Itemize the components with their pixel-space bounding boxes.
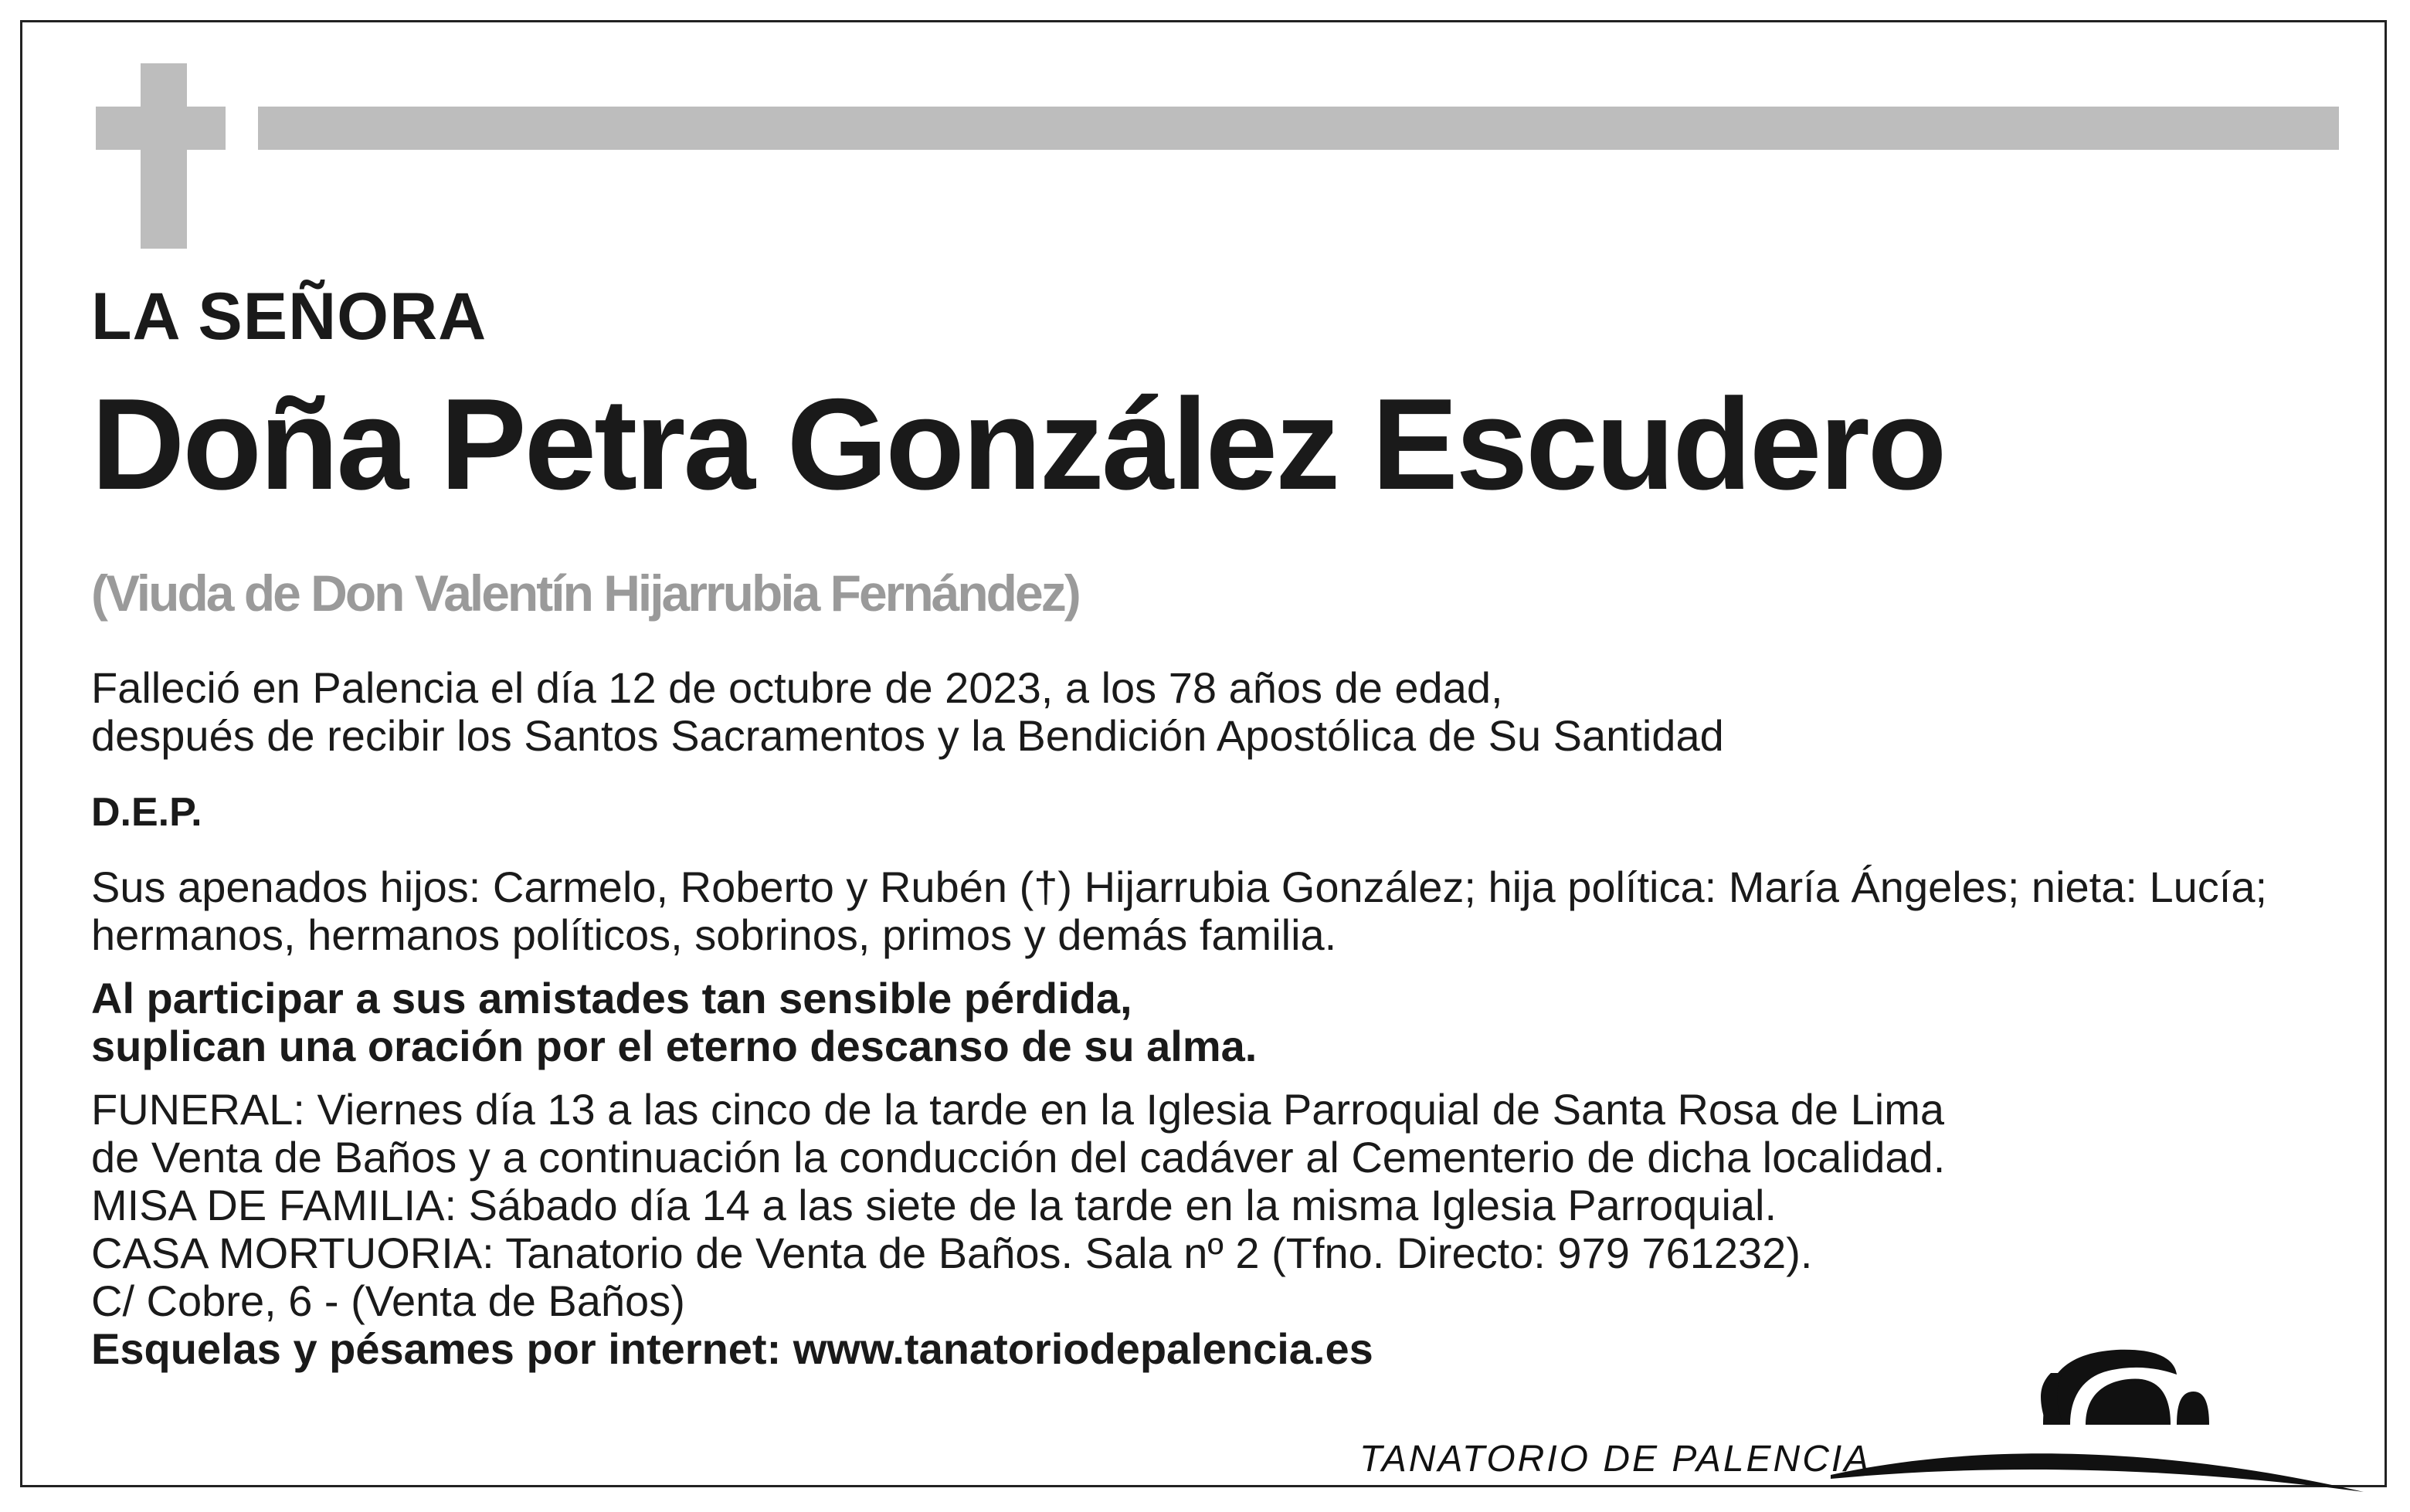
funeral-home: CASA MORTUORIA: Tanatorio de Venta de Baños. Sala nº 2 (Tfno. Directo: 979 761232).	[91, 1229, 1813, 1277]
cross-icon-vertical	[141, 63, 187, 249]
header-bar	[258, 107, 2339, 150]
family-line1: Sus apenados hijos: Carmelo, Roberto y Rubén (†) Hijarrubia González; hija política: María Ángeles; nieta: Lucía;	[91, 863, 2268, 911]
web-line: Esquelas y pésames por internet: www.tanatoriodepalencia.es	[91, 1324, 1373, 1373]
family-mass: MISA DE FAMILIA: Sábado día 14 a las siete de la tarde en la misma Iglesia Parroquial.	[91, 1181, 1777, 1229]
death-notice	[91, 664, 1724, 760]
death-notice-line1: Falleció en Palencia el día 12 de octubre de 2023, a los 78 años de edad,	[91, 663, 1503, 712]
dep-label: D.E.P.	[91, 790, 202, 835]
prayer-request	[91, 975, 1257, 1070]
funeral-line1: FUNERAL: Viernes día 13 a las cinco de la tarde en la Iglesia Parroquial de Santa Rosa de Lima	[91, 1085, 1945, 1134]
family-list	[91, 863, 2267, 959]
deceased-name: Doña Petra González Escudero	[91, 371, 1945, 517]
death-notice-line2: después de recibir los Santos Sacramentos y la Bendición Apostólica de Su Santidad	[91, 711, 1724, 760]
funeral-line2: de Venta de Baños y a continuación la conducción del cadáver al Cementerio de dicha localidad.	[91, 1133, 1946, 1181]
address: C/ Cobre, 6 - (Venta de Baños)	[91, 1276, 685, 1325]
prayer-line1: Al participar a sus amistades tan sensible pérdida,	[91, 974, 1132, 1022]
service-details	[91, 1086, 1945, 1373]
family-line2: hermanos, hermanos políticos, sobrinos, primos y demás familia.	[91, 910, 1337, 959]
cross-icon-horizontal	[96, 107, 226, 150]
title: LA SEÑORA	[91, 280, 487, 354]
logo-text: TANATORIO DE PALENCIA	[1359, 1439, 1872, 1480]
widow-note: (Viuda de Don Valentín Hijarrubia Fernández)	[91, 564, 1079, 622]
prayer-line2: suplican una oración por el eterno descanso de su alma.	[91, 1022, 1258, 1070]
dome-arch-icon	[1831, 1328, 2371, 1498]
